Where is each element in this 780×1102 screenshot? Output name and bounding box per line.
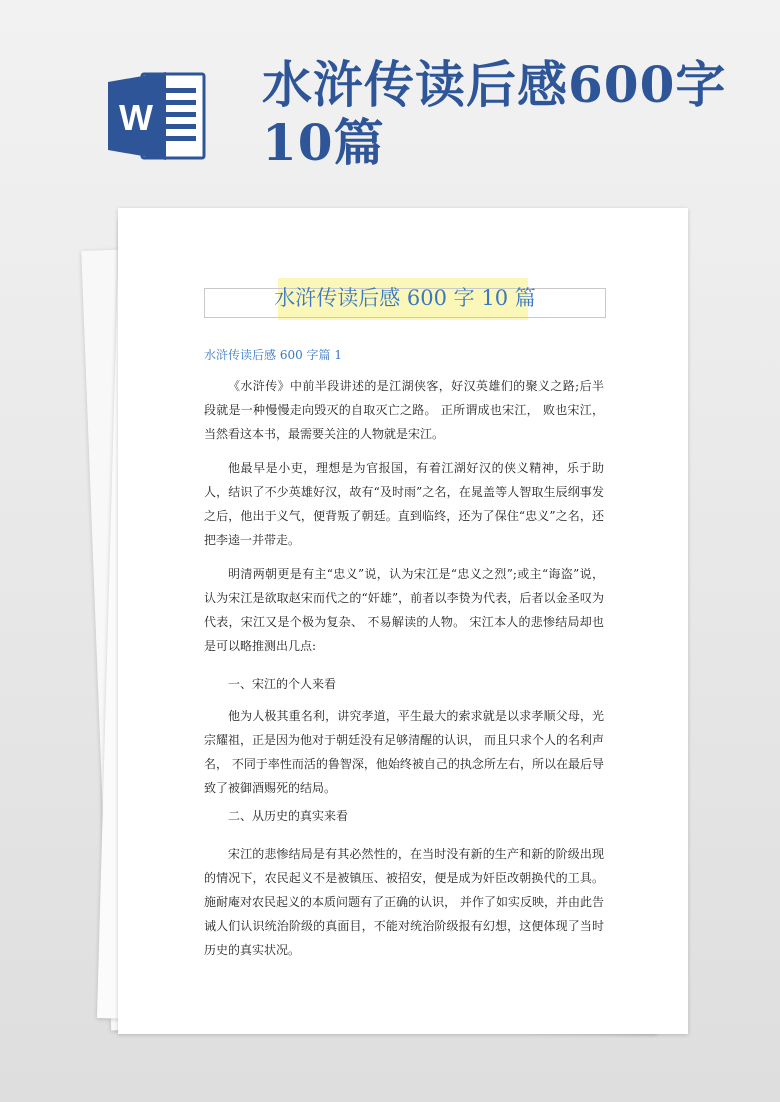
paragraph-text: 他最早是小吏，理想是为官报国，有着江湖好汉的侠义精神，乐于助人，结识了不少英雄好汉，故有“及时雨”之名，在晁盖等人智取生辰纲事发之后，他出于义气，便背叛了朝廷。直到临终，还为了保住“忠义”之名，还把李逵一并带走。	[204, 461, 604, 547]
paragraph-2	[204, 456, 604, 552]
paragraph-text: 他为人极其重名利，讲究孝道，平生最大的索求就是以求孝顺父母，光宗耀祖，正是因为他对于朝廷没有足够清醒的认识， 而且只求个人的名利声名， 不同于率性而活的鲁智深，他始终被自己的执念所左右，所以在最后导致了被御酒赐死的结局。	[204, 709, 604, 795]
heading-2: 二、从历史的真实来看	[228, 809, 349, 823]
paragraph-text: 《水浒传》中前半段讲述的是江湖侠客，好汉英雄们的聚义之路;后半段就是一种慢慢走向毁灭的自取灭亡之路。 正所谓成也宋江， 败也宋江， 当然看这本书，最需要关注的人物就是宋江。	[204, 379, 604, 441]
document-title: 水浒传读后感 600 字 10 篇	[274, 286, 536, 310]
paragraph-1	[204, 374, 604, 446]
section-subtitle: 水浒传读后感 600 字篇 1	[204, 348, 342, 362]
paragraph-text: 明清两朝更是有主“忠义”说，认为宋江是“忠义之烈”;或主“诲盗”说，认为宋江是欲取赵宋而代之的“奸雄”，前者以李贽为代表，后者以金圣叹为代表，宋江又是个极为复杂、 不易解读的人物。 宋江本人的悲惨结局却也是可以略推测出几点:	[204, 567, 604, 653]
paragraph-text: 宋江的悲惨结局是有其必然性的，在当时没有新的生产和新的阶级出现的情况下，农民起义不是被镇压、被招安，便是成为奸臣改朝换代的工具。施耐庵对农民起义的本质问题有了正确的认识， 并作了如实反映，并由此告诫人们认识统治阶级的真面目，不能对统治阶级报有幻想，这便体现了当时历史的真实状况。	[204, 847, 604, 957]
paragraph-5	[204, 842, 604, 962]
svg-text:W: W	[119, 97, 153, 138]
document-page	[118, 208, 688, 1034]
heading-1: 一、宋江的个人来看	[228, 677, 337, 691]
page-title: 水浒传读后感600字10篇	[262, 55, 727, 172]
paragraph-4	[204, 704, 604, 800]
paragraph-3	[204, 562, 604, 658]
word-document-icon	[108, 70, 208, 162]
